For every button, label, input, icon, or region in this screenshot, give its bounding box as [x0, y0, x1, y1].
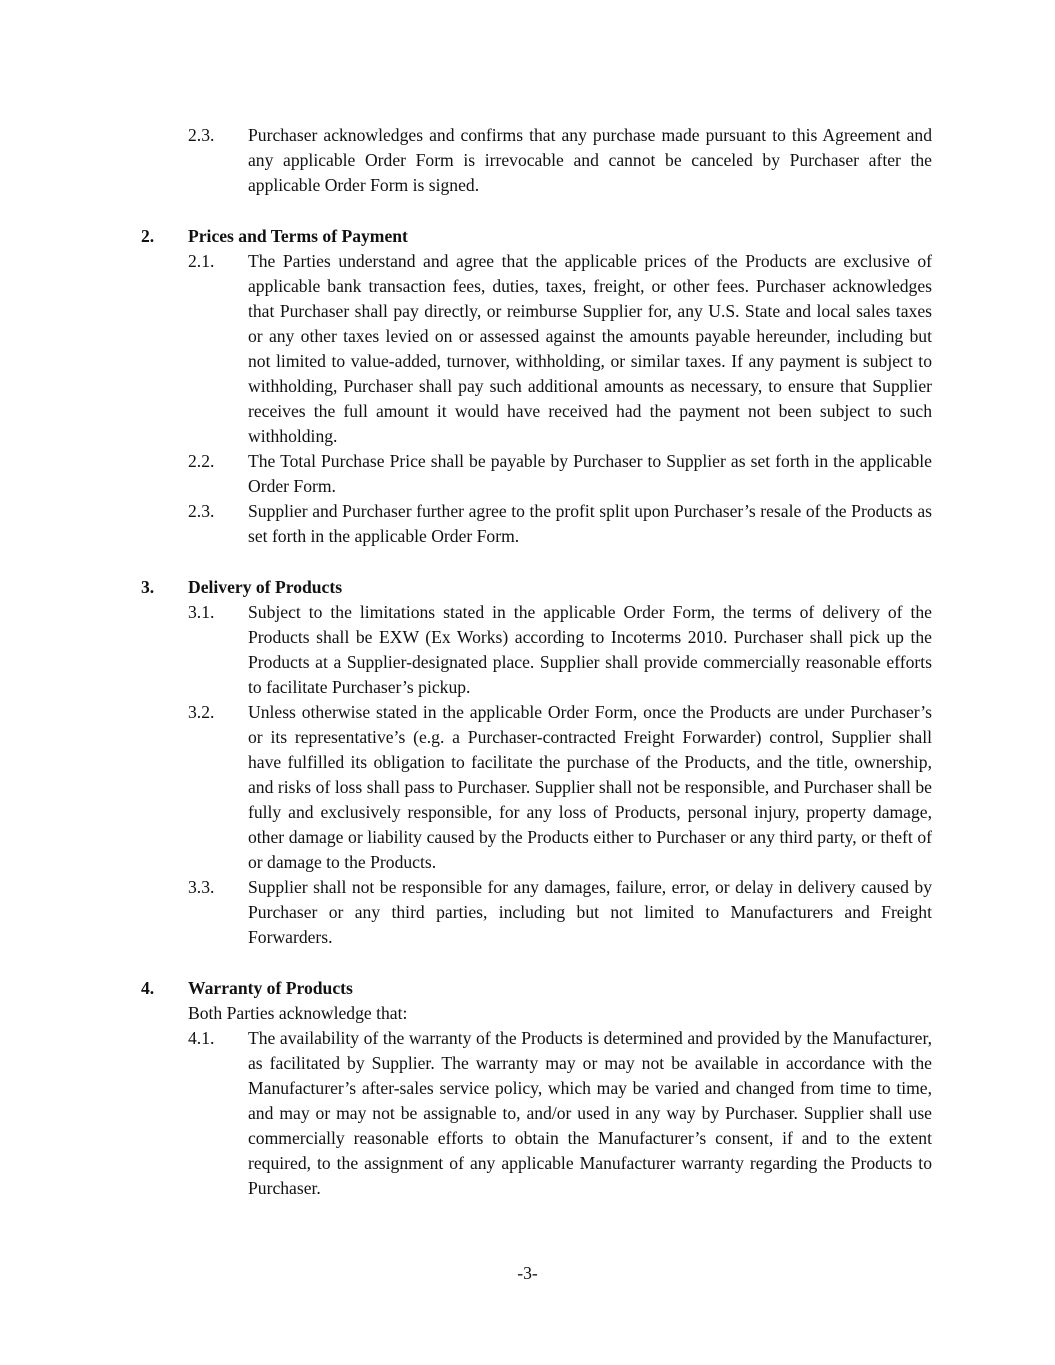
clause-number: 2.3.	[188, 501, 215, 521]
clause-2-3-carryover	[188, 123, 932, 198]
section-number: 2.	[141, 226, 155, 246]
clause-text: Supplier and Purchaser further agree to the profit split upon Purchaser’s resale of the Products as set forth in the applicable Order Form.	[248, 501, 932, 546]
clause-number: 2.1.	[188, 251, 215, 271]
clause-number: 3.3.	[188, 877, 215, 897]
clause-text: The Parties understand and agree that the applicable prices of the Products are exclusive of applicable bank transaction fees, duties, taxes, freight, or other fees. Purchaser acknowledges that Purchaser shall pay directly, or reimburse Supplier for, any U.S. State and local sales taxes or any other taxes levied on or assessed against the amounts payable hereunder, including but not limited to value-added, turnover, withholding, or similar taxes. If any payment is subject to withholding, Purchaser shall pay such additional amounts as necessary, to ensure that Supplier receives the full amount it would have received had the payment not been subject to such withholding.	[248, 251, 932, 446]
clause-2-2	[188, 449, 932, 499]
clause-3-2	[188, 700, 932, 875]
clause-2-3	[188, 499, 932, 549]
clause-text: Purchaser acknowledges and confirms that any purchase made pursuant to this Agreement and any applicable Order Form is irrevocable and cannot be canceled by Purchaser after the applicable Order Form is signed.	[248, 125, 932, 195]
clause-number: 3.2.	[188, 702, 215, 722]
clause-number: 2.3.	[188, 125, 215, 145]
section-intro: Both Parties acknowledge that:	[188, 1003, 408, 1023]
clause-3-1	[188, 600, 932, 700]
clause-text: Subject to the limitations stated in the applicable Order Form, the terms of delivery of the Products shall be EXW (Ex Works) according to Incoterms 2010. Purchaser shall pick up the Products at a Supplier-designated place. Supplier shall provide commercially reasonable efforts to facilitate Purchaser’s pickup.	[248, 602, 932, 697]
clause-2-1	[188, 249, 932, 449]
clause-4-1	[188, 1026, 932, 1201]
section-number: 3.	[141, 577, 155, 597]
clause-text: Supplier shall not be responsible for any damages, failure, error, or delay in delivery caused by Purchaser or any third parties, including but not limited to Manufacturers and Freight Forwarders.	[248, 877, 932, 947]
clause-number: 3.1.	[188, 602, 215, 622]
clause-text: The availability of the warranty of the Products is determined and provided by the Manufacturer, as facilitated by Supplier. The warranty may or may not be available in accordance with the Manufacturer’s after-sales service policy, which may be varied and changed from time to time, and may or may not be assignable to, and/or used in any way by Purchaser. Supplier shall use commercially reasonable efforts to obtain the Manufacturer’s consent, if and to the extent required, to the assignment of any applicable Manufacturer warranty regarding the Products to Purchaser.	[248, 1028, 932, 1198]
section-title: Warranty of Products	[188, 978, 353, 998]
clause-text: Unless otherwise stated in the applicable Order Form, once the Products are under Purchaser’s or its representative’s (e.g. a Purchaser-contracted Freight Forwarder) control, Supplier shall have fulfilled its obligation to facilitate the purchase of the Products, and the title, ownership, and risks of loss shall pass to Purchaser. Supplier shall not be responsible, and Purchaser shall be fully and exclusively responsible, for any loss of Products, personal injury, property damage, other damage or liability caused by the Products either to Purchaser or any third party, or theft of or damage to the Products.	[248, 702, 932, 872]
section-title: Prices and Terms of Payment	[188, 226, 408, 246]
clause-number: 2.2.	[188, 451, 215, 471]
clause-text: The Total Purchase Price shall be payable by Purchaser to Supplier as set forth in the applicable Order Form.	[248, 451, 932, 496]
section-number: 4.	[141, 978, 155, 998]
clause-number: 4.1.	[188, 1028, 215, 1048]
section-title: Delivery of Products	[188, 577, 343, 597]
clause-3-3	[188, 875, 932, 950]
page-number: -3-	[517, 1263, 538, 1283]
